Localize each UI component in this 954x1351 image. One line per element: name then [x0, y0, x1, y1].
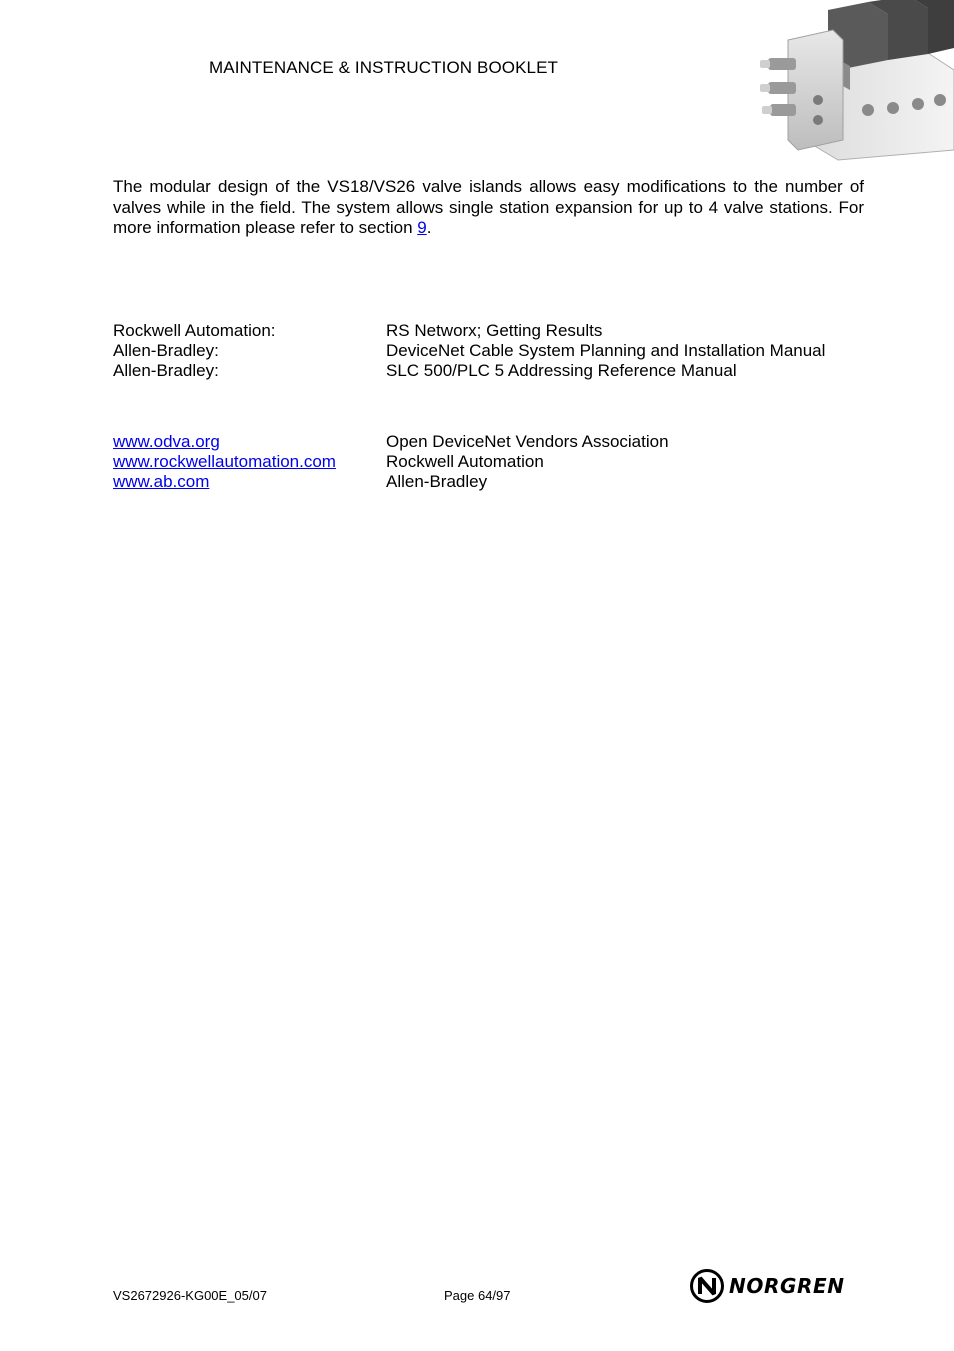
website-name: Rockwell Automation: [386, 452, 544, 471]
website-row: [113, 432, 873, 452]
norgren-logo-icon: [690, 1269, 724, 1303]
website-name: Allen-Bradley: [386, 472, 488, 491]
website-link-rockwell[interactable]: www.rockwellautomation.com: [113, 452, 336, 471]
footer-page-number: Page 64/97: [444, 1288, 511, 1303]
reference-title: RS Networx; Getting Results: [386, 321, 603, 340]
reference-row: [113, 341, 873, 361]
website-row: [113, 452, 873, 472]
valve-island-image: [758, 0, 954, 162]
page-header-title: MAINTENANCE & INSTRUCTION BOOKLET: [209, 58, 559, 77]
reference-row: [113, 361, 873, 381]
intro-text-end: .: [426, 218, 432, 237]
reference-title: DeviceNet Cable System Planning and Installation Manual: [386, 341, 826, 360]
website-link-odva[interactable]: www.odva.org: [113, 432, 220, 451]
website-link-ab[interactable]: www.ab.com: [113, 472, 210, 491]
intro-paragraph: [113, 177, 864, 239]
website-list: [113, 432, 873, 492]
norgren-logo-text: NORGREN: [729, 1274, 845, 1298]
website-name: Open DeviceNet Vendors Association: [386, 432, 669, 451]
reference-source: Rockwell Automation:: [113, 321, 276, 340]
website-row: [113, 472, 873, 492]
reference-title: SLC 500/PLC 5 Addressing Reference Manual: [386, 361, 737, 380]
norgren-logo: [690, 1268, 865, 1304]
section-link[interactable]: 9: [417, 218, 427, 237]
reference-source: Allen-Bradley:: [113, 341, 219, 360]
reference-list: [113, 321, 873, 381]
reference-source: Allen-Bradley:: [113, 361, 219, 380]
footer-document-id: VS2672926-KG00E_05/07: [113, 1288, 267, 1303]
intro-text: The modular design of the VS18/VS26 valve islands allows easy modifications to the number of valves while in the field. The system allows single station expansion for up to 4 valve stations. For more information please refer to section: [113, 177, 864, 237]
reference-row: [113, 321, 873, 341]
